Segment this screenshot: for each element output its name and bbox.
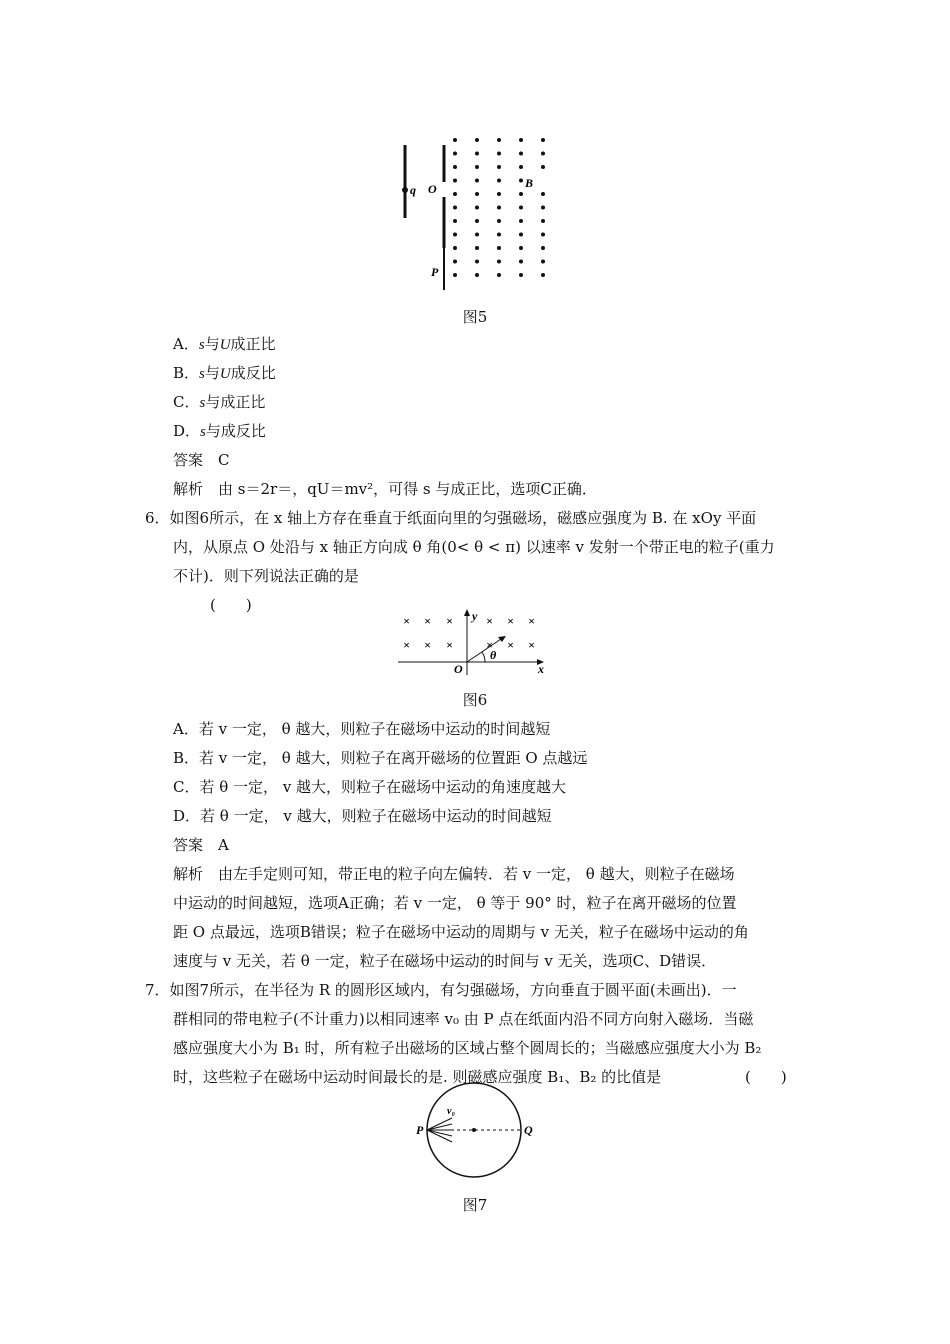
label-O: O (454, 662, 463, 676)
label-v0: v₀ (447, 1106, 455, 1117)
q6-analysis-line-2: 中运动的时间越短，选项A正确；若 v 一定， θ 等于 90° 时，粒子在离开磁场的位置 (173, 894, 737, 912)
field-dot (453, 192, 457, 196)
field-dot (519, 206, 523, 210)
field-dot (519, 179, 523, 183)
field-dot (475, 179, 479, 183)
field-dot (519, 273, 523, 277)
label-x: x (538, 662, 544, 676)
fig5-caption: 图5 (462, 308, 488, 326)
field-dot (475, 206, 479, 210)
center-dot (472, 1128, 476, 1132)
field-dot (541, 165, 545, 169)
field-dot (453, 246, 457, 250)
field-dot (453, 165, 457, 169)
figure-6 (398, 607, 548, 677)
q6-stem-line-1: 6．如图6所示，在 x 轴上方存在垂直于纸面向里的匀强磁场，磁感应强度为 B. 在 xOy 平面 (145, 509, 757, 527)
field-dot (519, 192, 523, 196)
field-dot (475, 192, 479, 196)
field-dot (541, 233, 545, 237)
q7-stem-line-3: 感应强度大小为 B₁ 时，所有粒子出磁场的区域占整个圆周长的；当磁感应强度大小为 B₂ (173, 1039, 762, 1057)
field-dot (475, 273, 479, 277)
q7-stem-line-4: 时，这些粒子在磁场中运动时间最长的是. 则磁感应强度 B₁、B₂ 的比值是 (173, 1068, 662, 1086)
field-dot (519, 219, 523, 223)
label-P: P (431, 265, 439, 279)
field-dot (475, 246, 479, 250)
q5-option-d: D．s与成反比 (173, 422, 266, 440)
q6-analysis-line-3: 距 O 点最远，选项B错误；粒子在磁场中运动的周期与 v 无关，粒子在磁场中运动的角 (173, 923, 749, 941)
q5-answer: 答案 C (173, 451, 230, 469)
field-dot (497, 192, 501, 196)
field-dot (541, 260, 545, 264)
field-dot (541, 246, 545, 250)
q6-stem-line-2: 内，从原点 O 处沿与 x 轴正方向成 θ 角(0< θ < π) 以速率 v 发射一个带正电的粒子(重力 (173, 538, 775, 556)
field-dot (541, 219, 545, 223)
q6-option-d: D．若 θ 一定， v 越大，则粒子在磁场中运动的时间越短 (173, 807, 552, 825)
q6-option-c: C．若 θ 一定， v 越大，则粒子在磁场中运动的角速度越大 (173, 778, 567, 796)
field-dot (519, 138, 523, 142)
q5-analysis: 解析 由 s＝2r＝，qU＝mv²，可得 s 与成正比，选项C正确． (173, 480, 597, 498)
field-dot (541, 152, 545, 156)
field-dot (453, 152, 457, 156)
field-dot (453, 260, 457, 264)
field-dot (453, 219, 457, 223)
label-y: y (472, 609, 478, 623)
velocity-fan (427, 1118, 452, 1142)
field-dot (475, 152, 479, 156)
q6-answer: 答案 A (173, 836, 229, 854)
q6-analysis-line-1: 解析 由左手定则可知，带正电的粒子向左偏转．若 v 一定， θ 越大，则粒子在磁场 (173, 865, 735, 883)
field-cross: × (507, 638, 514, 652)
field-dot (497, 152, 501, 156)
field-dot (453, 138, 457, 142)
label-O: O (428, 182, 437, 196)
field-dot (519, 260, 523, 264)
field-cross: × (403, 638, 410, 652)
field-cross: × (486, 614, 493, 628)
field-dot (475, 138, 479, 142)
theta-arc (482, 652, 485, 662)
q6-option-b: B．若 v 一定， θ 越大，则粒子在离开磁场的位置距 O 点越远 (173, 749, 588, 767)
field-dot (497, 219, 501, 223)
label-Q: Q (524, 1123, 533, 1137)
fig6-caption: 图6 (462, 691, 488, 709)
label-q: q (410, 183, 416, 197)
field-dot (453, 233, 457, 237)
field-dot (475, 219, 479, 223)
field-dot (519, 152, 523, 156)
figure-5 (395, 130, 565, 295)
field-dot (519, 233, 523, 237)
field-dot (497, 179, 501, 183)
q6-option-a: A．若 v 一定， θ 越大，则粒子在磁场中运动的时间越短 (173, 720, 551, 738)
label-B: B (525, 176, 534, 190)
field-cross: × (528, 614, 535, 628)
field-dot (519, 165, 523, 169)
field-dot (497, 165, 501, 169)
field-dot (541, 138, 545, 142)
field-dot (541, 206, 545, 210)
field-dot (453, 179, 457, 183)
field-dot (497, 260, 501, 264)
magnetic-field-dots (453, 138, 545, 277)
q6-stem-line-3: 不计)．则下列说法正确的是 (173, 567, 359, 585)
field-dot (475, 260, 479, 264)
q7-bracket: ( ) (745, 1068, 787, 1086)
field-cross: × (528, 638, 535, 652)
fig7-caption: 图7 (462, 1196, 488, 1214)
field-cross: × (446, 614, 453, 628)
field-dot (453, 206, 457, 210)
y-axis-arrow (464, 609, 470, 616)
field-dot (497, 233, 501, 237)
field-cross: × (507, 614, 514, 628)
field-cross: × (446, 638, 453, 652)
field-dot (541, 273, 545, 277)
field-cross: × (424, 614, 431, 628)
q6-analysis-line-4: 速度与 v 无关，若 θ 一定，粒子在磁场中运动的时间与 v 无关，选项C、D错误． (173, 952, 717, 970)
field-dot (453, 273, 457, 277)
field-dot (497, 246, 501, 250)
field-dot (519, 246, 523, 250)
field-dot (497, 206, 501, 210)
charge-q (402, 187, 408, 193)
q6-bracket: ( ) (210, 596, 252, 614)
field-cross: × (424, 638, 431, 652)
field-dot (497, 138, 501, 142)
velocity-arrow (498, 636, 506, 642)
field-cross: × (403, 614, 410, 628)
magnetic-field-crosses (403, 614, 535, 652)
figure-7 (412, 1087, 542, 1187)
field-dot (475, 165, 479, 169)
field-dot (475, 233, 479, 237)
label-P: P (416, 1123, 424, 1137)
label-theta: θ (490, 648, 497, 662)
field-cross: × (486, 638, 493, 652)
q5-option-b: B．s与U成反比 (173, 364, 276, 382)
q7-stem-line-1: 7．如图7所示，在半径为 R 的圆形区域内，有匀强磁场，方向垂直于圆平面(未画出)．一 (145, 981, 737, 999)
field-dot (497, 273, 501, 277)
field-dot (541, 192, 545, 196)
q5-option-a: A．s与U成正比 (173, 335, 276, 353)
q5-option-c: C．s与成正比 (173, 393, 266, 411)
q7-stem-line-2: 群相同的带电粒子(不计重力)以相同速率 v₀ 由 P 点在纸面内沿不同方向射入磁场．当磁 (173, 1010, 754, 1028)
